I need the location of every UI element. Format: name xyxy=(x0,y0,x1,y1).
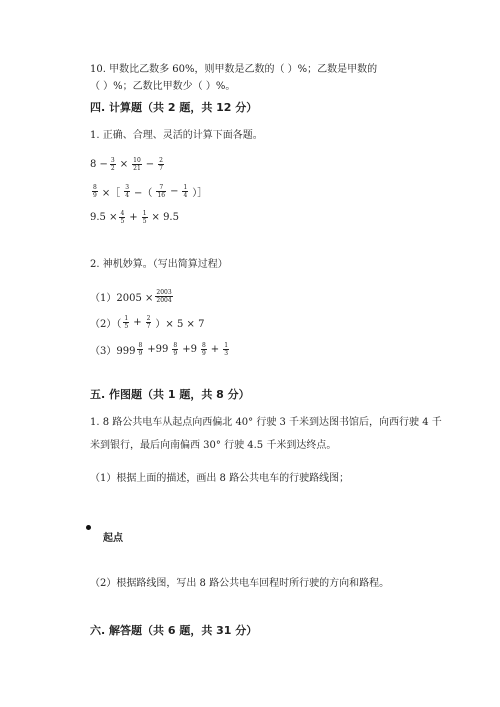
fraction xyxy=(132,157,142,172)
numerator: 1 xyxy=(224,342,229,349)
denominator: 5 xyxy=(120,218,125,225)
fraction xyxy=(137,342,143,357)
calc-q2-intro: 2. 神机妙算。（写出简算过程） xyxy=(90,259,228,270)
drawing-q1-line2: 米到银行，最后向南偏西 30° 行驶 4.5 千米到达终点。 xyxy=(90,440,337,451)
fraction xyxy=(172,342,178,357)
fraction xyxy=(123,315,129,330)
numerator: 4 xyxy=(120,210,125,217)
numerator: 3 xyxy=(125,184,130,191)
fraction xyxy=(182,184,188,199)
denominator: 5 xyxy=(142,218,147,225)
expr-text: 8 − xyxy=(90,159,108,170)
fraction xyxy=(223,342,229,357)
operator: × 9.5 xyxy=(151,212,179,223)
denominator: 4 xyxy=(125,192,130,199)
operator: +9 xyxy=(182,344,197,355)
denominator: 7 xyxy=(146,323,151,330)
numerator: 8 xyxy=(201,342,206,349)
fraction xyxy=(158,157,164,172)
fraction xyxy=(146,315,152,330)
q10-line2: （ ）%；乙数比甲数少（ ）%。 xyxy=(90,81,236,92)
operator: ）］ xyxy=(192,188,208,199)
drawing-sub2: （2）根据路线图，写出 8 路公共电车回程时所行驶的方向和路程。 xyxy=(90,578,390,589)
denominator: 9 xyxy=(93,192,97,199)
shortcut-3 xyxy=(90,342,231,357)
operator: × xyxy=(119,159,129,170)
denominator: 2 xyxy=(110,165,115,172)
q10-line1: 10. 甲数比乙数多 60%，则甲数是乙数的（ ）%；乙数是甲数的 xyxy=(90,64,378,75)
numerator: 8 xyxy=(173,342,178,349)
expr-text: 9.5 × xyxy=(90,212,118,223)
calc-q1-intro: 1. 正确、合理、灵活的计算下面各题。 xyxy=(90,130,263,141)
denominator: 9 xyxy=(173,350,178,357)
numerator: 1 xyxy=(142,210,147,217)
calc-expr-2 xyxy=(90,184,209,199)
numerator: 1 xyxy=(183,184,188,191)
fraction xyxy=(201,342,207,357)
fraction xyxy=(142,210,148,225)
operator: ×［ xyxy=(101,188,121,199)
denominator: 9 xyxy=(138,350,143,357)
numerator: 8 xyxy=(93,184,97,191)
section5-title: 五. 作图题（共 1 题，共 8 分） xyxy=(90,388,250,401)
section6-title: 六. 解答题（共 6 题，共 31 分） xyxy=(90,624,258,637)
denominator: 4 xyxy=(183,192,188,199)
drawing-sub1: （1）根据上面的描述，画出 8 路公共电车的行驶路线图； xyxy=(90,473,350,484)
numerator: 10 xyxy=(133,157,141,164)
denominator: 5 xyxy=(124,323,129,330)
expr-text: （2）（ xyxy=(90,319,122,330)
denominator: 2004 xyxy=(156,297,172,304)
fraction xyxy=(119,210,125,225)
shortcut-1 xyxy=(90,289,175,304)
denominator: 7 xyxy=(159,165,163,172)
start-point-dot xyxy=(86,525,91,530)
numerator: 2 xyxy=(146,315,151,322)
numerator: 2003 xyxy=(156,289,172,296)
numerator: 7 xyxy=(156,184,166,192)
denominator: 21 xyxy=(133,165,141,172)
fraction xyxy=(92,184,98,199)
operator: +99 xyxy=(147,344,169,355)
operator: ）× 5 × 7 xyxy=(155,319,205,330)
denominator: 16 xyxy=(157,192,166,199)
numerator: 1 xyxy=(124,315,129,322)
calc-expr-1 xyxy=(90,157,166,172)
fraction xyxy=(156,184,166,199)
denominator: 3 xyxy=(224,350,229,357)
calc-expr-3 xyxy=(90,210,181,225)
fraction xyxy=(110,157,116,172)
numerator: 2 xyxy=(159,157,163,164)
numerator: 3 xyxy=(110,157,115,164)
expr-text: （1）2005 × xyxy=(90,293,154,304)
operator: − xyxy=(170,186,179,197)
expr-text: （3）999 xyxy=(90,346,136,357)
fraction xyxy=(124,184,130,199)
section4-title: 四. 计算题（共 2 题，共 12 分） xyxy=(90,101,258,114)
shortcut-2 xyxy=(90,315,206,330)
operator: + xyxy=(210,344,220,355)
operator: + xyxy=(133,317,142,328)
operator: − xyxy=(145,159,155,170)
drawing-q1-line1: 1. 8 路公共电车从起点向西偏北 40° 行驶 3 千米到达图书馆后，向西行驶 4 千 xyxy=(90,417,442,428)
operator: −（ xyxy=(134,188,153,199)
numerator: 8 xyxy=(138,342,143,349)
fraction xyxy=(155,289,172,304)
denominator: 9 xyxy=(201,350,206,357)
operator: + xyxy=(129,212,138,223)
start-point-label: 起点 xyxy=(103,533,123,544)
